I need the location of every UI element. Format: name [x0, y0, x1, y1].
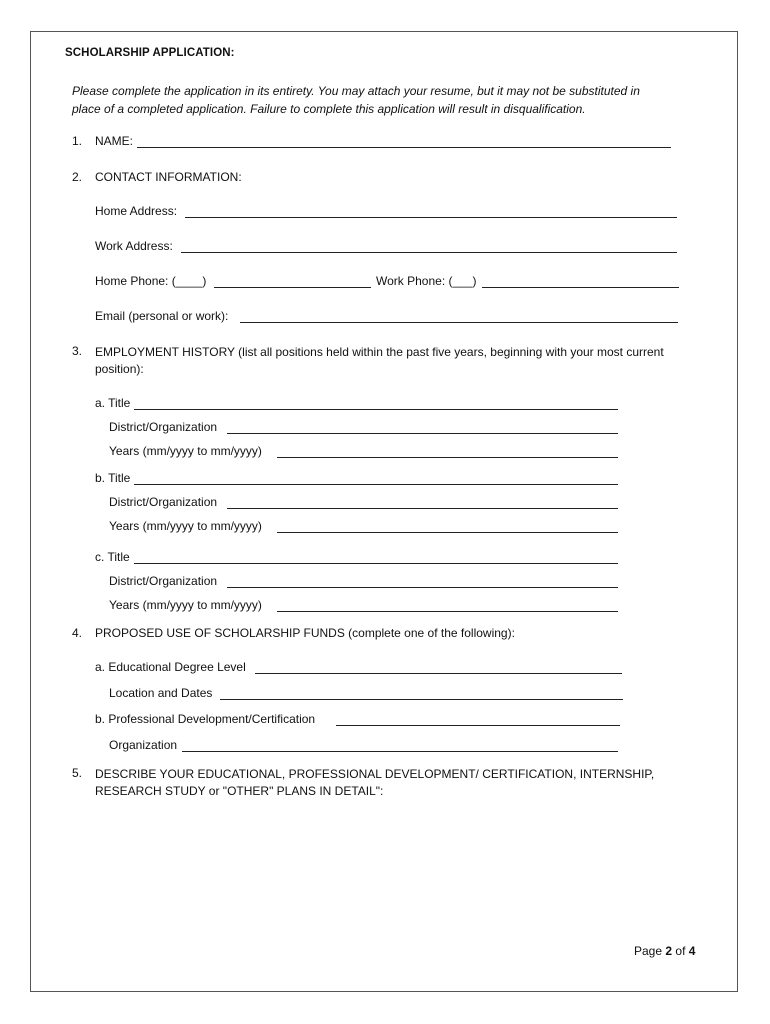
- degree-level-label: a. Educational Degree Level: [95, 660, 246, 674]
- describe-plans-area[interactable]: [95, 810, 695, 930]
- name-field[interactable]: [137, 147, 671, 148]
- work-address-label: Work Address:: [95, 239, 173, 253]
- entry-a-district-field[interactable]: [227, 433, 618, 434]
- section-3-number: 3.: [72, 344, 83, 358]
- entry-b-years-label: Years (mm/yyyy to mm/yyyy): [109, 519, 262, 533]
- home-phone-field[interactable]: [214, 287, 371, 288]
- email-label: Email (personal or work):: [95, 309, 229, 323]
- work-phone-field[interactable]: [482, 287, 679, 288]
- prof-dev-field[interactable]: [336, 725, 620, 726]
- entry-a-title-field[interactable]: [134, 409, 618, 410]
- organization-field[interactable]: [182, 751, 618, 752]
- home-address-label: Home Address:: [95, 204, 178, 218]
- entry-c-years-field[interactable]: [277, 611, 618, 612]
- prof-dev-label: b. Professional Development/Certification: [95, 712, 316, 726]
- work-phone-label: Work Phone: (___): [376, 274, 477, 288]
- entry-b-district-field[interactable]: [227, 508, 618, 509]
- entry-c-years-label: Years (mm/yyyy to mm/yyyy): [109, 598, 262, 612]
- entry-b-years-field[interactable]: [277, 532, 618, 533]
- entry-a-years-label: Years (mm/yyyy to mm/yyyy): [109, 444, 262, 458]
- work-address-field[interactable]: [181, 252, 677, 253]
- email-field[interactable]: [240, 322, 678, 323]
- entry-c-title-label: c. Title: [95, 550, 130, 564]
- form-title: SCHOLARSHIP APPLICATION:: [65, 47, 235, 59]
- entry-c-title-field[interactable]: [134, 563, 618, 564]
- entry-b-district-label: District/Organization: [109, 495, 218, 509]
- entry-b-title-label: b. Title: [95, 471, 131, 485]
- section-2-number: 2.: [72, 170, 83, 184]
- entry-a-district-label: District/Organization: [109, 420, 218, 434]
- section-4-number: 4.: [72, 626, 83, 640]
- page-total: 4: [688, 944, 696, 958]
- home-phone-label: Home Phone: (____): [95, 274, 207, 288]
- entry-b-title-field[interactable]: [134, 484, 618, 485]
- section-1-number: 1.: [72, 134, 83, 148]
- contact-heading: CONTACT INFORMATION:: [95, 170, 242, 184]
- describe-plans-heading: DESCRIBE YOUR EDUCATIONAL, PROFESSIONAL DEVELOPMENT/ CERTIFICATION, INTERNSHIP, RESEARCH STUDY or "OTHER" PLANS IN DETAIL":: [95, 767, 655, 798]
- page-indicator: [634, 944, 695, 958]
- location-dates-label: Location and Dates: [109, 686, 213, 700]
- intro-line-2: place of a completed application. Failure to complete this application will result in disqualification.: [72, 102, 586, 116]
- entry-a-title-label: a. Title: [95, 396, 131, 410]
- employment-heading: EMPLOYMENT HISTORY (list all positions held within the past five years, beginning with your most current position):: [95, 345, 664, 376]
- entry-c-district-field[interactable]: [227, 587, 618, 588]
- section-5-number: 5.: [72, 766, 83, 780]
- location-dates-field[interactable]: [220, 699, 623, 700]
- degree-level-field[interactable]: [255, 673, 622, 674]
- page-word: Page: [634, 944, 663, 958]
- page-current: 2: [665, 944, 673, 958]
- name-label: NAME:: [95, 134, 134, 148]
- organization-label: Organization: [109, 738, 178, 752]
- home-address-field[interactable]: [185, 217, 677, 218]
- of-word: of: [675, 944, 686, 958]
- entry-a-years-field[interactable]: [277, 457, 618, 458]
- proposed-use-heading: PROPOSED USE OF SCHOLARSHIP FUNDS (complete one of the following):: [95, 626, 515, 640]
- entry-c-district-label: District/Organization: [109, 574, 218, 588]
- intro-line-1: Please complete the application in its entirety. You may attach your resume, but it may not be substituted in: [72, 84, 640, 98]
